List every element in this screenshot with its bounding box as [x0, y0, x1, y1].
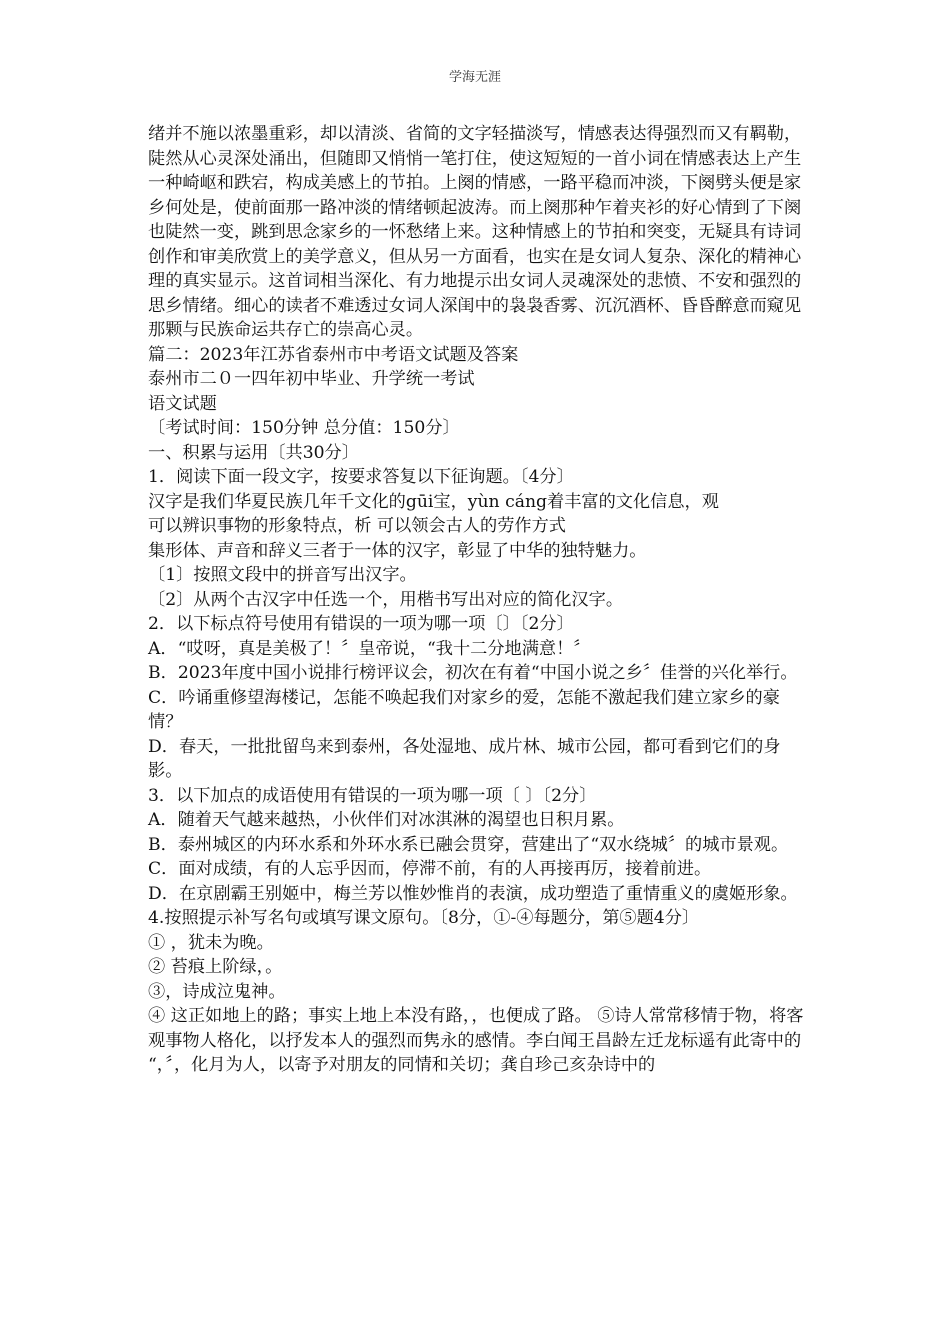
question-3-option-d: D．在京剧霸王别姬中，梅兰芳以惟妙惟肖的表演，成功塑造了重情重义的虞姬形象。: [148, 883, 798, 904]
document-body: [148, 122, 808, 1078]
question-1-text-line: 集形体、声音和辞义三者于一体的汉字，彰显了中华的独特魅力。: [148, 540, 647, 561]
question-4-item-1: ① ，犹未为晚。: [148, 932, 274, 953]
question-3-option-b: B．泰州城区的内环水系和外环水系已融会贯穿，营建出了“双水绕城〞的城市景观。: [148, 834, 789, 855]
section-heading: 一、积累与运用〔共30分〕: [148, 442, 359, 463]
question-1-text-line: 可以辨识事物的形象特点，析 可以领会古人的劳作方式: [148, 516, 566, 536]
question-2-option-a: A．“哎呀，真是美极了！〞皇帝说，“我十二分地满意！〞: [148, 638, 591, 659]
question-1-sub-2: 〔2〕从两个古汉字中任选一个，用楷书写出对应的简化汉字。: [148, 589, 624, 610]
page-header: 学海无涯: [448, 70, 501, 85]
question-1-sub-1: 〔1〕按照文段中的拼音写出汉字。: [148, 565, 417, 585]
question-2-stem: 2．以下标点符号使用有错误的一项为哪一项〔〕〔2分〕: [148, 614, 574, 634]
subject-title: 语文试题: [148, 393, 217, 414]
question-2-option-c: C．吟诵重修望海楼记，怎能不唤起我们对家乡的爱，怎能不激起我们建立家乡的豪情？: [148, 687, 780, 732]
question-2-option-b: B．2023年度中国小说排行榜评议会，初次在有着“中国小说之乡〞佳誉的兴化举行。: [148, 663, 798, 683]
question-3-stem: 3．以下加点的成语使用有错误的一项为哪一项〔 〕〔2分〕: [148, 785, 597, 806]
question-1-text-line: 汉字是我们华夏民族几年千文化的gūi宝，yùn cáng着丰富的文化信息，观: [148, 491, 719, 512]
question-4-item-2: ② 苔痕上阶绿，。: [148, 957, 283, 977]
intro-paragraph: 绪并不施以浓墨重彩，却以清淡、省简的文字轻描淡写，情感表达得强烈而又有羁勒，陡然从心灵深处涌出，但随即又悄悄一笔打住，使这短短的一首小词在情感表达上产生一种崎岖和跌宕，构成美感上的节拍。上阕的情感，一路平稳而冲淡，下阕劈头便是家乡何处是，使前面那一路冲淡的情绪顿起波涛。而上阕那种乍着夹衫的好心情到了下阕也陡然一变，跳到思念家乡的一怀愁绪上来。这种情感上的节拍和突变，无疑具有诗词创作和审美欣赏上的美学意义，但从另一方面看，也实在是女词人复杂、深化的精神心理的真实显示。这首词相当深化、有力地提示出女词人灵魂深处的悲愤、不安和强烈的思乡情绪。细心的读者不难透过女词人深闺中的袅袅香雾、沉沉酒杯、昏昏醉意而窥见那颗与民族命运共存亡的崇高心灵。: [148, 124, 802, 340]
question-4-item-4: ④ 这正如地上的路；事实上地上本没有路，，也便成了路。 ⑤诗人常常移情于物，将客观事物人格化，以抒发本人的强烈而隽永的感情。李白闻王昌龄左迁龙标遥有此寄中的: [148, 1006, 804, 1051]
question-4-item-5: “，〞，化月为人，以寄予对朋友的同情和关切；龚自珍己亥杂诗中的: [148, 1055, 656, 1075]
exam-info: 〔考试时间：150分钟 总分值：150分〕: [148, 418, 460, 438]
question-3-option-c: C．面对成绩，有的人忘乎因而，停滞不前，有的人再接再厉，接着前进。: [148, 859, 712, 879]
exam-name: 泰州市二０一四年初中毕业、升学统一考试: [148, 369, 475, 389]
question-4-item-3: ③，诗成泣鬼神。: [148, 981, 286, 1002]
article-title: 篇二：2023年江苏省泰州市中考语文试题及答案: [148, 344, 519, 365]
question-3-option-a: A．随着天气越来越热，小伙伴们对冰淇淋的渴望也日积月累。: [148, 810, 625, 830]
question-1-stem: 1．阅读下面一段文字，按要求答复以下征询题。〔4分〕: [148, 467, 574, 487]
question-2-option-d: D．春天，一批批留鸟来到泰州，各处湿地、成片林、城市公园，都可看到它们的身影。: [148, 736, 781, 781]
question-4-stem: 4.按照提示补写名句或填写课文原句。〔8分，①-④每题分，第⑤题4分〕: [148, 908, 700, 928]
